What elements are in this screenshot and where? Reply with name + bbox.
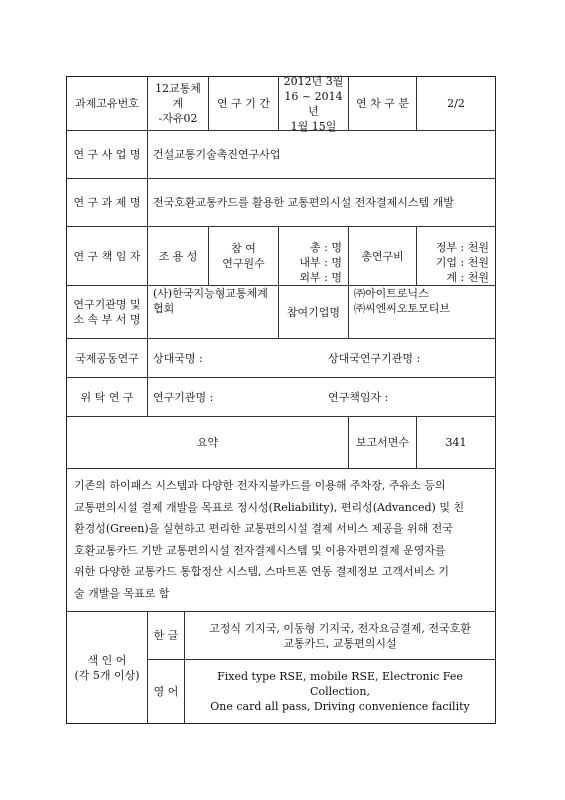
keywords-korean-row [148,612,495,660]
contract-research-value [148,378,495,416]
task-info-row [67,74,495,133]
partner-company-value: ㈜아이트로닉스 ㈜씨엔씨오토모티브 [354,287,451,315]
project-name-row [67,131,495,179]
task-title-value: 전국호환교통카드를 활용한 교통편의시설 전자결제시스템 개발 [153,196,454,209]
task-number-label: 과제고유번호 [67,77,148,130]
intl-research-value [148,339,495,377]
partner-company-label: 참여기업명 [279,286,349,338]
summary-header-row [67,417,495,469]
research-period-label: 연 구 기 간 [209,77,279,130]
report-pages-value: 341 [445,436,467,449]
project-name-value: 건설교통기술촉진연구사업 [153,148,281,161]
keywords-english-value: Fixed type RSE, mobile RSE, Electronic Fee Collection, One card all pass, Driving convenience facility [210,670,470,713]
research-summary-form [66,76,496,724]
lead-researcher-label: 연 구 책 임 자 [67,227,148,285]
summary-line: 기존의 하이패스 시스템과 다양한 전자지불카드를 이용해 주차장, 주유소 등의 [74,479,446,492]
organization-value: (사)한국지능형교통체계 협회 [148,286,279,338]
keywords-label: 색 인 어 (각 5개 이상) [67,612,148,723]
intl-research-label: 국제공동연구 [67,339,148,377]
summary-text [67,469,495,612]
lead-researcher-value: 조 용 성 [148,227,209,285]
keywords-english-row [148,660,495,723]
summary-line: 호환교통카드 기반 교통편의시설 전자결제시스템 및 이용자편의결제 운영자를 [74,543,446,557]
summary-heading: 요약 [67,417,349,468]
participants-label: 참 여 연구원수 [209,227,279,285]
task-title-row [67,179,495,227]
contract-org: 연구기관명 : [153,390,214,404]
summary-line: 환경성(Green)을 실현하고 편리한 교통편의시설 결제 서비스 제공을 위해 전국 [74,522,453,535]
researcher-row [67,227,495,286]
total-cost-label: 총연구비 [349,227,417,285]
keywords-section [67,612,495,723]
keywords-english-label: 영 어 [148,660,185,723]
summary-line: 위한 다양한 교통카드 통합정산 시스템, 스마트폰 연동 결제정보 고객서비스 기 [74,565,449,578]
research-period-value: 2012년 3월 16 ~ 2014년 1월 15일 [279,77,349,130]
keywords-korean-value: 고정식 기지국, 이동형 기지국, 전자요금결제, 전국호환 교통카드, 교통편의시설 [209,621,471,650]
total-cost-value: 정부 : 천원 기업 : 천원 계 : 천원 [435,241,489,284]
organization-label: 연구기관명 및 소 속 부 서 명 [67,286,148,338]
report-pages-label: 보고서면수 [349,417,417,468]
task-number-value: 12교통체계 -자유02 [148,77,209,130]
summary-line: 교통편의시설 결제 개발을 목표로 정시성(Reliability), 편리성(Advanced) 및 친 [74,500,465,514]
contract-lead: 연구책임자 : [328,390,389,404]
summary-line: 술 개발을 목표로 함 [74,586,170,600]
contract-research-label: 위 탁 연 구 [67,378,148,416]
contract-research-row [67,378,495,417]
task-title-label: 연 구 과 제 명 [67,179,148,226]
partner-country: 상대국명 : [153,351,203,365]
organization-row [67,286,495,339]
participants-count: 총 : 명 내부 : 명 외부 : 명 [279,227,349,285]
partner-org: 상대국연구기관명 : [328,351,421,365]
project-name-label: 연 구 사 업 명 [67,131,148,178]
intl-research-row [67,339,495,378]
year-type-label: 연 차 구 분 [349,77,417,130]
keywords-korean-label: 한 글 [148,612,185,659]
year-type-value: 2/2 [447,97,465,110]
